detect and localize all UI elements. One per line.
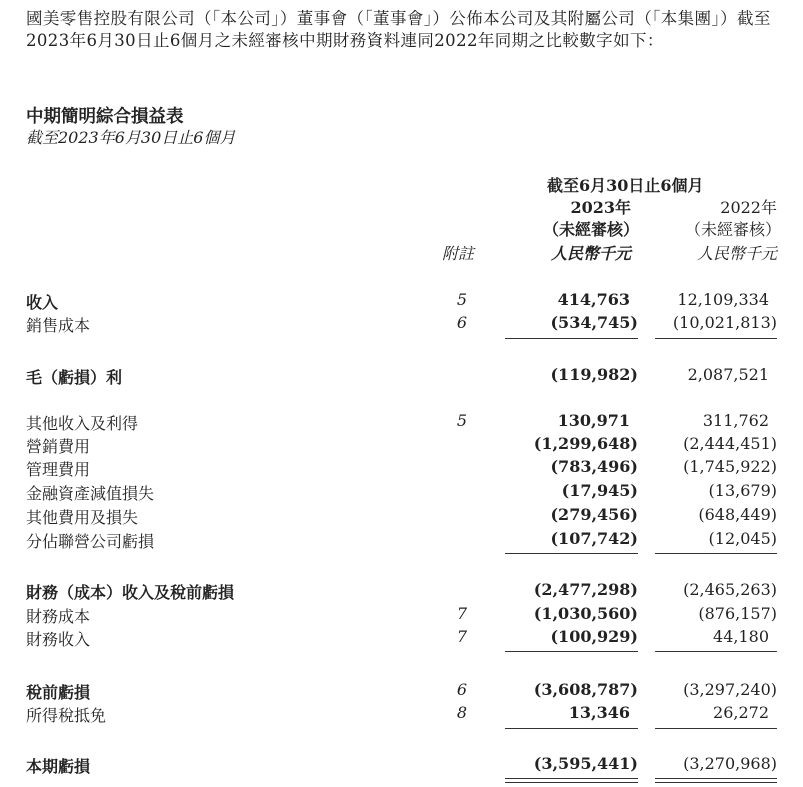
row-note: 6 (456, 313, 467, 332)
subtotal-rule-prior (655, 338, 777, 339)
row-prior-value: (876,157) (698, 604, 777, 623)
subtotal-rule-current (505, 553, 638, 554)
row-prior-value: (2,444,451) (683, 434, 777, 453)
row-label: 財務成本 (26, 607, 91, 626)
row-label: 稅前虧損 (26, 683, 91, 702)
row-current-value: (119,982) (550, 365, 638, 384)
row-current-value: (1,030,560) (533, 604, 638, 623)
row-current-value: (279,456) (550, 505, 638, 524)
row-current-value: (3,608,787) (533, 680, 638, 699)
total-double-rule-current-bottom (505, 782, 638, 783)
total-double-rule-current-top (505, 778, 638, 779)
unit-prior-header: 人民幣千元 (696, 244, 777, 263)
row-current-value: 130,971 (557, 411, 630, 430)
row-prior-value: (3,270,968) (683, 754, 777, 773)
row-loss-before-finance (0, 580, 803, 602)
row-gross-profit (0, 365, 803, 387)
row-label: 銷售成本 (26, 316, 91, 335)
row-selling-expenses (0, 434, 803, 456)
row-prior-value: (12,045) (708, 529, 777, 548)
row-other-expenses (0, 505, 803, 527)
row-label: 所得稅抵免 (26, 706, 107, 725)
row-label: 其他收入及利得 (26, 414, 139, 433)
row-note: 8 (456, 703, 467, 722)
row-current-value: (100,929) (550, 627, 638, 646)
row-label: 財務（成本）收入及稅前虧損 (26, 583, 235, 602)
row-label: 財務收入 (26, 630, 91, 649)
row-finance-income (0, 627, 803, 649)
row-loss-for-period (0, 754, 803, 776)
row-current-value: 13,346 (568, 703, 630, 722)
year-prior-header: 2022年 (720, 198, 777, 217)
row-income-tax-credit (0, 703, 803, 725)
intro-paragraph: 國美零售控股有限公司（「本公司」）董事會（「董事會」）公佈本公司及其附屬公司（「本集團」）截至2023年6月30日止6個月之未經審核中期財務資料連同2022年同期之比較數字如下： (26, 9, 771, 50)
row-current-value: (534,745) (550, 313, 638, 332)
audit-current-header: （未經審核） (542, 220, 639, 239)
row-label: 收入 (26, 293, 59, 312)
row-note: 6 (456, 680, 467, 699)
row-admin-expenses (0, 457, 803, 479)
audit-prior-header: （未經審核） (684, 220, 781, 239)
row-note: 7 (456, 627, 467, 646)
row-label: 其他費用及損失 (26, 508, 139, 527)
note-header: 附註 (442, 244, 475, 263)
row-prior-value: 44,180 (713, 627, 769, 646)
row-impairment-losses (0, 481, 803, 503)
total-double-rule-prior-bottom (655, 782, 777, 783)
row-note: 7 (456, 604, 467, 623)
statement-title: 中期簡明綜合損益表 (26, 107, 184, 127)
year-current-header: 2023年 (570, 198, 631, 217)
row-current-value: (783,496) (550, 457, 638, 476)
row-other-income (0, 411, 803, 433)
row-prior-value: 12,109,334 (677, 290, 769, 309)
row-label: 營銷費用 (26, 437, 91, 456)
row-current-value: (3,595,441) (533, 754, 638, 773)
row-label: 金融資產減值損失 (26, 484, 155, 503)
subtotal-rule-prior (655, 728, 777, 729)
row-label: 毛（虧損）利 (26, 368, 123, 387)
row-current-value: (1,299,648) (533, 434, 638, 453)
row-label: 分佔聯營公司虧損 (26, 532, 155, 551)
subtotal-rule-current (505, 651, 638, 652)
row-finance-costs (0, 604, 803, 626)
row-note: 5 (456, 411, 467, 430)
total-double-rule-prior-top (655, 778, 777, 779)
row-prior-value: (3,297,240) (683, 680, 777, 699)
row-note: 5 (456, 290, 467, 309)
row-prior-value: (2,465,263) (683, 580, 777, 599)
subtotal-rule-prior (655, 553, 777, 554)
row-revenue (0, 290, 803, 312)
row-current-value: 414,763 (557, 290, 630, 309)
row-current-value: (2,477,298) (533, 580, 638, 599)
row-current-value: (17,945) (561, 481, 638, 500)
row-label: 本期虧損 (26, 757, 91, 776)
subtotal-rule-current (505, 338, 638, 339)
row-prior-value: (1,745,922) (683, 457, 777, 476)
row-prior-value: (10,021,813) (672, 313, 777, 332)
statement-subtitle: 截至2023年6月30日止6個月 (26, 128, 236, 147)
row-prior-value: 311,762 (702, 411, 769, 430)
row-prior-value: (648,449) (698, 505, 777, 524)
subtotal-rule-prior (655, 651, 777, 652)
row-prior-value: 26,272 (713, 703, 769, 722)
unit-current-header: 人民幣千元 (550, 244, 631, 263)
row-label: 管理費用 (26, 460, 91, 479)
row-prior-value: (13,679) (708, 481, 777, 500)
row-loss-before-tax (0, 680, 803, 702)
row-share-of-associates (0, 529, 803, 551)
row-cost-of-sales (0, 313, 803, 335)
row-current-value: (107,742) (550, 529, 638, 548)
row-prior-value: 2,087,521 (687, 365, 769, 384)
period-header: 截至6月30日止6個月 (547, 176, 704, 195)
subtotal-rule-current (505, 728, 638, 729)
